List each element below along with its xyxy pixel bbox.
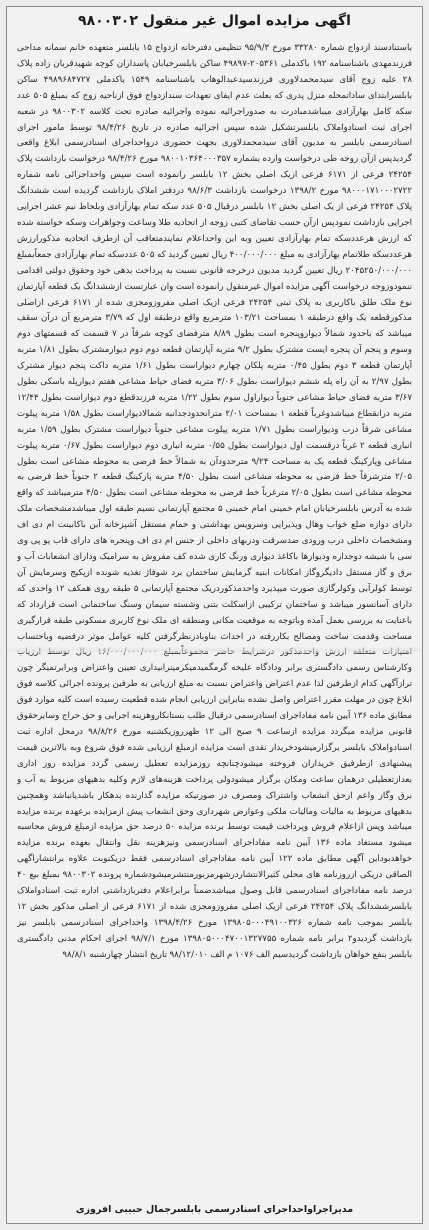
- notice-signature: مدیراجراواحداجرای اسنادرسمی بابلسرجمال حبیبی افروزی: [75, 1204, 354, 1215]
- auction-notice: [6, 6, 423, 1224]
- notice-title: اگهی مزایده اموال غیر منقول ۹۸۰۰۳۰۲: [78, 13, 351, 29]
- fold-line: [7, 647, 422, 653]
- notice-body: باستنادسند ازدواج شماره ۳۳۲۸۰ مورخ ۹۵/۹/۳ تنظیمی دفترخانه ازدواج ۱۵ بابلسر متعهده خانم سمانه مداحی فرزندمهدی باشناسنامه ۱۹۲ باکدملی ۲۰۵۳۶۱-۴۹۸۹۷ ساکن بابلسرخیابان پاسداران کوچه شهیدقربان زاده پلاک ۲۸ علیه زوج آقای سیدمحمدلاوری فرزندسیدعبدالوهاب باشناسنامه ۱۵۴۹ باکدملی ۴۹۸۹۶۸۴۷۲۷ ساکن بابلسرابتدای ساداتمحله منزل پدری که بعلت عدم ایفای تعهدات سندازدواج فوق ازناحیه زوج که بمبلغ ۵۰۵ عدد سکه کامل بهارآزادی میباشدمبادرت به صدوراجرائیه نموده واجرائیه صادره تحت کلاسه ۹۸۰۰۳۰۲ در شعبه اجرای ثبت اسنادواملاک بابلسرتشکیل شده سپس اجرائیه صادره در تاریخ ۹۸/۴/۲۶ توسط مامور اجرای اسنادرسمی بابلسر به مدیون آقای سیدمحمدلاوری بجهت حضوری درواحداجرای اسنادرسمی ابلاغ واقعی گردیدپس ازآن زوجه طی درخواست وارده بشماره ۹۸۰۰۱۰۳۶۴۰۰۰۳۵۷ مورخ ۹۸/۴/۲۶ درخواست بازداشت پلاک ۲۴۲۵۴ فرعی از ۶۱۷۱ فرعی ازیک اصلی بخش ۱۲ بابلسر رانموده است سپس واحداجرائی نامه شماره ۹۸۰۰۰۱۷۱۰۰۰۲۷۲۲ مورخ ۱۳۹۸/۲ درخواست بازداشت ۹۸/۶/۳ دردفتر املاک بازداشت گردیده است ششدانگ پلاک ۲۴۲۵۴ فرعی از یک اصلی بخش ۱۲ بابلسر درقبال ۵۰۵ عدد سکه تمام بهارآزادی وبلحاظ نیم عشر اجرایی اجرایی بازداشت نمودپس ازآن حسب تقاضای کتبی زوجه از اتحادیه طلا وساعت وجواهرات وسکه خواسته شده که ارزش هرعددسکه تمام بهارآزادی تعیین وبه این واحداعلام نمایندمتعاقب آن ازطرف اتحادیه مذکورارزش هرعددسکه طلاتمام بهارآزادی به مبلغ ۴۰۰/۰۰۰/۰۰۰ ریال تعیین گردید که ۵۰۵ عددسکه تمام بهارآزادی جمعاًبمبلغ ۲۰۴۵۲۵۰/۰۰۰/۰۰۰ ریال تعیین گردید مدیون درخرجه قانونی نسبت به پرداخت بدهی خود وحقوق دولتی اقدامی ننمودوزوجه درخواست آگهی مزایده اموال غیرمنقول رانموده است وان عبارتست ازششدانگ یک قطعه آپارتمان نوع ملک طلق باکاربری به پلاک ثبتی ۲۴۲۵۴ فرعی ازیک اصلی مفروزومجزی شده از ۶۱۷۱ فرعی ازاصلی مذکورقطعه یک واقع درطبقه ۱ بمساحت ۱۰۳/۲۱ مترمربع واقع درطبقه اول که ۳/۷۹ مترمربع آن درآن سقف میباشد که باحدود شمالاً دیواروپنجره است بطول ۸/۸۹ مترفضای کوچه شرقاً در ۷ قسمت که قسمتهای دوم وسوم و پنجم آن پنجره ایست مشترک بطول ۹/۲ متربه آپارتمان قطعه دوم دوم دیوارمشترک بطول ۱/۸۱ متربه آپارتمان قطعه ۳ دوم بطول ۰/۴۵ متربه پلکان چهارم دیواراست بطول ۱/۶۱ متربه داکت پنجم دیوار مشترک بطول ۲/۹۷ به آن راه پله ششم دیواراست بطول ۳/۰۶ متربه فضای حیاط مشاعی هفتم دیوارپله باسکی بطول ۳/۶۷ متربه فضای حیاط مشاعی جنوباً دیواراول سوم بطول ۱/۲۲ متربه فرزندقطع دوم دیواراست بطول ۱۲/۴۴ متربه درانقطاع میباشدوغرباً قطعه ۱ بمساحت ۲/۰۱ مترانحدودجدانبه شمالادیواراست بطول ۱/۵۸ متربه پیلوت مشاعی شرقاً درب ودیواراست بطول ۱/۷۱ متربه پیلوت مشاعی جنوباً دیواراست مشترک بطول ۱/۵۹ متربه انباری قطعه ۲ غرباً درقسمت اول دیواراست بطول ۰/۵۵ متربه انباری دوم دیواراست بطول ۰/۶۷ متربه پیلوت مشاعی وپارکینگ قطعه یک به مساحت ۹/۲۴ مترحدودآن به شمالاً خط فرضی به محوطه مشاعی است بطول ۲/۰۵ مترشرقاً خط فرضی به محوطه مشاعی است بطول ۴/۵۰ متربه پارکینگ قطعه ۲ جنوباً خط فرضی به محوطه مشاعی است بطول ۲/۰۵ مترغرباً خط فرضی به محوطه مشاعی است بطول ۴/۵۰ مترمیباشد که واقع شده به آدرس بابلسرخیابان امام خمینی امام خمینی ۵ مجتمع آپارتمانی نسیم طبقه اول میباشدمشخصات ملک دارای دوازه ضلع خواب وهال وپذیرایی وسرویس بهداشتی و حمام مستقل آشپزخانه آبن باکابینت ام دی اف ومشخصات داخلی درب ورودی ضدسرقت ودربهای داخلی از جنس ام دی اف وپنجره های دارای قاب پو پی وی سی با شیشه دوجداره ودیوارها باکاغذ دیواری ورنگ کاری شده کف مفروش به سرامیک ودارای انشعابات آب و برق و گاز مستقل دادیگروگاز امکانات ابنیه گرمایش ساختمان برد شوفاژ تغذیه شونده ازپکیج وسرمایش آن توسط کولرآبی وکولرگازی صورت میپذیرد واحدمذکوردریک مجتمع آپارتمانی ۵ طبقه روی همکف ۱۲ واحدی که دارای آسانسور میباشد و ساختمان ترکیبی ازاسکلت بتنی وشسته سیمان وسنگ ساختمانی است قرارداد که باعنایت به بررسی بعمل آمده وباتوجه به موقعیت مکانی ومنطقه ای ملک نوع کاربری مسکونی طبقه قرارگیری مساحت وقدمت ساخت ومصالح بکاررفته در احداث بناوبادرنظرگرفتن کلیه عوامل موثر درقضیه وباحتساب وکارشناس رسمی دادگستری برابر ودادگاه علیخه گرمگمیدمیکرمینرانیداری تعیین واعتراض وبرابرتمیگر چون ترازآگهی کدام ازطرفین لذا عدم اعتراض واعتراض نسبت به مبلغ ارزیابی به طرفین پرونده اجرائی کلاسه فوق ابلاغ ‌چون در مهلت مقرر اعتراض واصل نشده بنابراین ارزیابی انجام شده قطعیت رسیده است کلیه موارد فوق مطابق ماده ۱۳۶ آیین نامه مفاداجرای اسنادرسمی درقبال طلب بستانکاروهزینه اجرایی و حق حراج وسایرحقوق قانونی مزایده میگردد مزایده ازساعت ۹ صبح الی ۱۲ ظهرروزیکشنبه مورخ ۹۸/۸/۲۶ درمحل اداره ثبت اسنادواملاک بابلسر برگزارمیشودخریدار نقدی است مزایده ازمبلغ ارزیابی شده فوق شروع وبه بالاترین قیمت پیشنهادی ازطرفیق خریداران فروخته میشودچنانچه روزمزایده تعطیل رسمی گردد مزایده روز اداری بعدازتعطیلی درهمان ساعت ومکان برگزار میشودولی پرداخت هزینه‌های لازم وکلیه بدهیهای مربوط به آب و برق وگاز واعم ازحق انشعاب واشتراک ومصرف در صورتیکه مزایده ‌گذارنده بدهکار باشدیانباشد وهمچنین بدهیهای مربوط به مالیات ومالیات ملکی وعوارض شهرداری وحق انشعاب پیش ازمزایده برعهده برنده مزایده میباشد وپس ازاعلام فروش وپرداخت قیمت توسط برنده مزایده ۵۰ درصد حق مزایده ازمبلغ فروش محاسبه میشود مستغاد ماده ۱۳۶ آیین نامه مفاداجرای اسنادرسمی ونیزهزینه نقل وانتقال بعهده برنده مزایده خواهدبوداین آگهی مطابق ماده ۱۲۲ آیین نامه مفاداجرای اسنادرسمی فقط دریکنوبت علاوه برانتشاراگهی الصاقی دریکی ازروزنامه های محلی کثیرالانتشاردرشهرمزبورمنتشرمیشودشماره پرونده ۹۸۰۰۳۰۲ بمبلغ بیع ۴۰ درصد نامه مفاداجرای اسنادرسمی قابل وصول میباشدضمناً برابراعلام دفتربازداشتی اداره ثبت اسنادواملاک بابلسرششدانگ پلاک ۲۴۲۵۴ فرعی ازیک اصلی مفروزومجزی شده از ۶۱۷۱ فرعی از اصلی مذکور بخش ۱۲ بابلسر بموجب نامه شماره ۱۳۹۸۰۵۰۰۰۴۹۱۰۰۳۲۶ مورخ ۱۳۹۸/۴/۲۶ واحداجرای اسنادرسمی بابلسر نیز بازداشت گردیدو۲ برابر نامه شماره ۱۳۹۸۰۵۰۰۰۴۷۰۰۱۳۲۷۷۵۵ مورخ ۹۸/۷/۱ اجرای احکام مدنی دادگستری بابلسر بنفع خواهان بازداشت گردیدسیم الف ۱۰۷۶ م الف ۹۸/۱۲/۰۱۰ تاریخ انتشار چهارشنبه ۹۸/۸/۱: [17, 43, 412, 960]
